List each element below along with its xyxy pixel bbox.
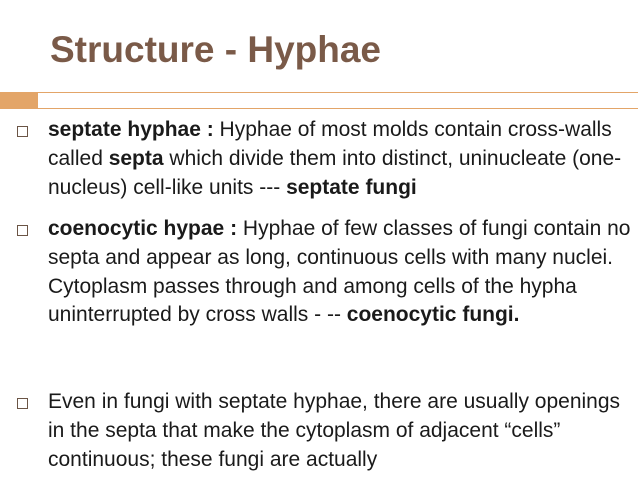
term-septate-fungi: septate fungi	[286, 175, 417, 199]
square-bullet-icon	[17, 398, 28, 409]
term-coenocytic-fungi: coenocytic fungi.	[346, 303, 520, 327]
square-bullet-icon	[17, 126, 28, 137]
bullet-text	[48, 388, 633, 474]
bullet-text	[48, 116, 633, 202]
bullet-text	[48, 215, 633, 330]
bullet-body: Hyphae of few classes of fungi contain no septa and appear as long, continuous cells with many nuclei. Cytoplasm passes through and among cells of the hypha uninterrupted by cross walls - --	[48, 217, 631, 327]
bullet-body: Hyphae of most molds contain cross-walls called	[48, 118, 612, 170]
title-accent-square	[0, 92, 37, 109]
term-coenocytic-hypae: coenocytic hypae :	[48, 217, 238, 240]
term-septate-hyphae: septate hyphae :	[48, 118, 214, 141]
title-divider	[37, 92, 638, 109]
term-septa: septa	[108, 146, 164, 170]
bullet-body: Even in fungi with septate hyphae, there are usually openings in the septa that make the cytoplasm of adjacent “cells” continuous; these fungi are actually	[48, 390, 621, 471]
square-bullet-icon	[17, 225, 28, 236]
slide-title: Structure - Hyphae	[50, 29, 382, 70]
bullet-body: which divide them into distinct, uninucleate (one-nucleus) cell-like units ---	[48, 146, 622, 199]
